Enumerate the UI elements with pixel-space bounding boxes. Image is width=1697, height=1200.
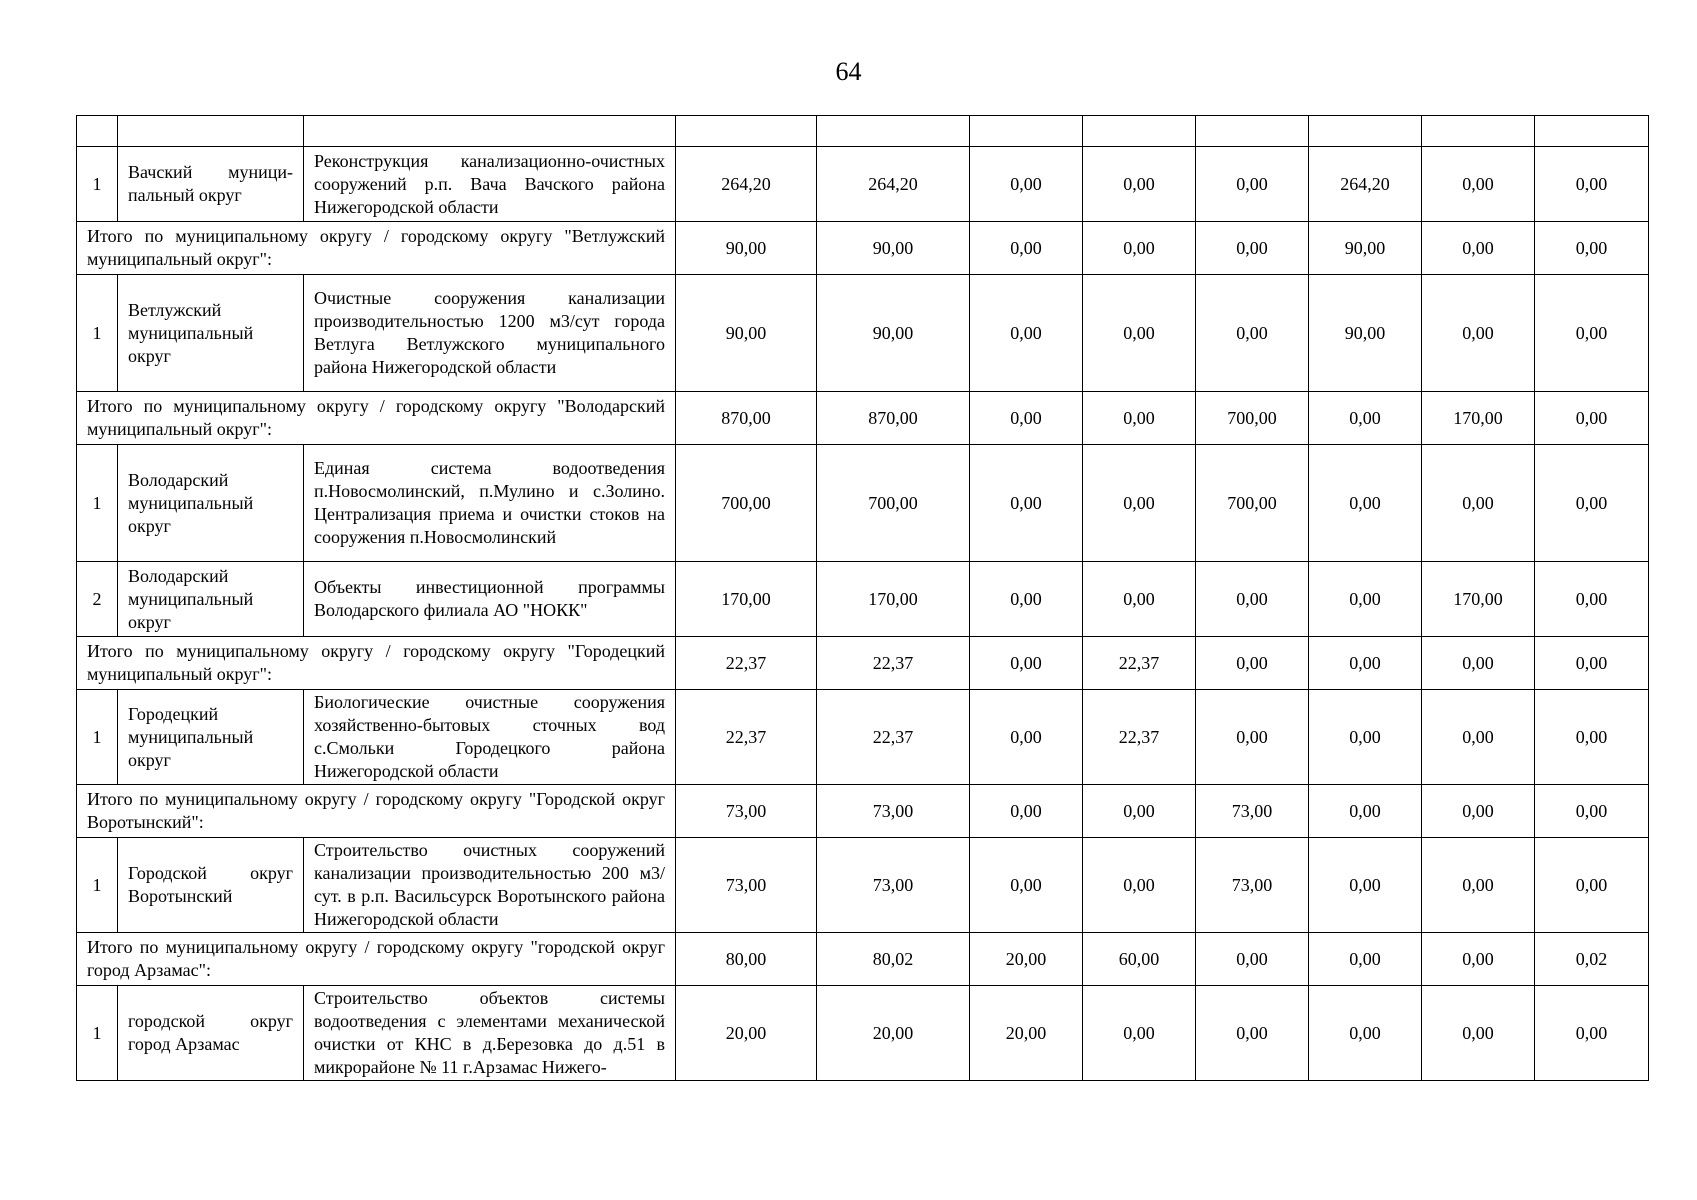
value-cell: 0,00 xyxy=(1309,785,1422,838)
value-cell: 0,00 xyxy=(1422,637,1535,690)
header-cell xyxy=(817,116,970,147)
value-cell: 20,00 xyxy=(817,986,970,1081)
value-cell: 0,00 xyxy=(1422,690,1535,785)
value-cell: 0,00 xyxy=(970,562,1083,637)
value-cell: 170,00 xyxy=(817,562,970,637)
district-cell: Володарский муниципальный округ xyxy=(118,562,304,637)
value-cell: 0,00 xyxy=(970,275,1083,392)
value-cell: 0,00 xyxy=(1083,275,1196,392)
value-cell: 0,00 xyxy=(1535,147,1649,222)
value-cell: 870,00 xyxy=(676,392,817,445)
value-cell: 0,00 xyxy=(1083,147,1196,222)
row-number: 1 xyxy=(77,275,118,392)
value-cell: 0,00 xyxy=(1196,147,1309,222)
value-cell: 0,00 xyxy=(1196,275,1309,392)
object-cell: Единая система водоотведения п.Новосмолинский, п.Мулино и с.Золино. Централизация приема и очистки стоков на сооружения п.Новосмолинский xyxy=(304,445,676,562)
value-cell: 0,00 xyxy=(1083,562,1196,637)
value-cell: 0,00 xyxy=(1422,986,1535,1081)
value-cell: 0,00 xyxy=(970,637,1083,690)
value-cell: 170,00 xyxy=(1422,562,1535,637)
table-row-item xyxy=(77,275,1649,392)
value-cell: 0,00 xyxy=(970,838,1083,933)
value-cell: 0,00 xyxy=(1535,785,1649,838)
value-cell: 0,00 xyxy=(1535,838,1649,933)
table-header-row xyxy=(77,116,1649,147)
value-cell: 0,00 xyxy=(1535,222,1649,275)
value-cell: 73,00 xyxy=(676,785,817,838)
object-cell: Строительство очистных сооружений канализации производительностью 200 м3/сут. в р.п. Васильсурск Воротынского района Нижегородской области xyxy=(304,838,676,933)
header-cell xyxy=(304,116,676,147)
object-cell: Объекты инвестиционной программы Володарского филиала АО "НОКК" xyxy=(304,562,676,637)
total-label-cell: Итого по муниципальному округу / городскому округу "городской округ город Арзамас": xyxy=(77,933,676,986)
value-cell: 0,00 xyxy=(1083,445,1196,562)
total-label-cell: Итого по муниципальному округу / городскому округу "Городской округ Воротынский": xyxy=(77,785,676,838)
total-label-cell: Итого по муниципальному округу / городскому округу "Городецкий муниципальный округ": xyxy=(77,637,676,690)
value-cell: 90,00 xyxy=(1309,222,1422,275)
table-row-item xyxy=(77,690,1649,785)
value-cell: 90,00 xyxy=(817,275,970,392)
table-row-item xyxy=(77,562,1649,637)
value-cell: 0,00 xyxy=(1083,785,1196,838)
value-cell: 0,00 xyxy=(1196,637,1309,690)
value-cell: 22,37 xyxy=(1083,690,1196,785)
header-cell xyxy=(1083,116,1196,147)
district-cell: Вачский муници-пальный округ xyxy=(118,147,304,222)
value-cell: 0,00 xyxy=(1422,147,1535,222)
table-row-item xyxy=(77,986,1649,1081)
value-cell: 90,00 xyxy=(676,275,817,392)
value-cell: 73,00 xyxy=(1196,785,1309,838)
header-cell xyxy=(676,116,817,147)
value-cell: 870,00 xyxy=(817,392,970,445)
object-cell: Строительство объектов системы водоотведения с элементами механической очистки от КНС в д.Березовка до д.51 в микрорайоне № 11 г.Арзамас Нижего- xyxy=(304,986,676,1081)
value-cell: 0,00 xyxy=(1083,222,1196,275)
header-cell xyxy=(118,116,304,147)
value-cell: 20,00 xyxy=(676,986,817,1081)
value-cell: 0,00 xyxy=(1309,838,1422,933)
header-cell xyxy=(1309,116,1422,147)
row-number: 1 xyxy=(77,986,118,1081)
value-cell: 0,00 xyxy=(1422,445,1535,562)
value-cell: 0,00 xyxy=(970,785,1083,838)
row-number: 1 xyxy=(77,147,118,222)
header-cell xyxy=(77,116,118,147)
value-cell: 80,02 xyxy=(817,933,970,986)
value-cell: 22,37 xyxy=(676,637,817,690)
table-row-total xyxy=(77,222,1649,275)
object-cell: Реконструкция канализационно-очистных сооружений р.п. Вача Вачского района Нижегородской области xyxy=(304,147,676,222)
value-cell: 0,00 xyxy=(1196,986,1309,1081)
value-cell: 0,00 xyxy=(970,222,1083,275)
value-cell: 90,00 xyxy=(817,222,970,275)
value-cell: 0,00 xyxy=(1196,222,1309,275)
value-cell: 80,00 xyxy=(676,933,817,986)
table-row-total xyxy=(77,933,1649,986)
row-number: 2 xyxy=(77,562,118,637)
value-cell: 0,00 xyxy=(1535,392,1649,445)
value-cell: 90,00 xyxy=(1309,275,1422,392)
header-cell xyxy=(1422,116,1535,147)
header-cell xyxy=(1196,116,1309,147)
table-row-total xyxy=(77,637,1649,690)
value-cell: 0,00 xyxy=(1422,838,1535,933)
value-cell: 0,00 xyxy=(1422,933,1535,986)
row-number: 1 xyxy=(77,690,118,785)
value-cell: 170,00 xyxy=(1422,392,1535,445)
table-row-total xyxy=(77,785,1649,838)
value-cell: 0,00 xyxy=(1309,562,1422,637)
value-cell: 0,02 xyxy=(1535,933,1649,986)
object-cell: Биологические очистные сооружения хозяйственно-бытовых сточных вод с.Смольки Городецкого района Нижегородской области xyxy=(304,690,676,785)
funding-table xyxy=(76,115,1649,1081)
value-cell: 700,00 xyxy=(817,445,970,562)
district-cell: Володарский муниципальный округ xyxy=(118,445,304,562)
header-cell xyxy=(970,116,1083,147)
page-number: 64 xyxy=(835,57,862,86)
table-row-item xyxy=(77,838,1649,933)
table-row-item xyxy=(77,147,1649,222)
table-row-item xyxy=(77,445,1649,562)
row-number: 1 xyxy=(77,838,118,933)
value-cell: 73,00 xyxy=(817,785,970,838)
value-cell: 0,00 xyxy=(1535,275,1649,392)
value-cell: 0,00 xyxy=(1535,562,1649,637)
value-cell: 700,00 xyxy=(1196,392,1309,445)
value-cell: 0,00 xyxy=(1535,637,1649,690)
district-cell: Ветлужский муниципальный округ xyxy=(118,275,304,392)
row-number: 1 xyxy=(77,445,118,562)
value-cell: 20,00 xyxy=(970,986,1083,1081)
value-cell: 0,00 xyxy=(1535,445,1649,562)
value-cell: 264,20 xyxy=(1309,147,1422,222)
value-cell: 0,00 xyxy=(970,392,1083,445)
value-cell: 0,00 xyxy=(1309,986,1422,1081)
value-cell: 0,00 xyxy=(1422,275,1535,392)
total-label-cell: Итого по муниципальному округу / городскому округу "Володарский муниципальный округ": xyxy=(77,392,676,445)
value-cell: 0,00 xyxy=(1083,838,1196,933)
value-cell: 0,00 xyxy=(1196,933,1309,986)
value-cell: 22,37 xyxy=(1083,637,1196,690)
value-cell: 73,00 xyxy=(1196,838,1309,933)
district-cell: Городской округ Воротынский xyxy=(118,838,304,933)
district-cell: Городецкий муниципальный округ xyxy=(118,690,304,785)
value-cell: 0,00 xyxy=(1196,690,1309,785)
value-cell: 0,00 xyxy=(970,445,1083,562)
value-cell: 0,00 xyxy=(970,147,1083,222)
value-cell: 0,00 xyxy=(1422,785,1535,838)
district-cell: городской округ город Арзамас xyxy=(118,986,304,1081)
total-label-cell: Итого по муниципальному округу / городскому округу "Ветлужский муниципальный округ": xyxy=(77,222,676,275)
value-cell: 73,00 xyxy=(676,838,817,933)
value-cell: 264,20 xyxy=(817,147,970,222)
table-row-total xyxy=(77,392,1649,445)
value-cell: 0,00 xyxy=(1309,392,1422,445)
value-cell: 0,00 xyxy=(1535,986,1649,1081)
value-cell: 0,00 xyxy=(1083,986,1196,1081)
header-cell xyxy=(1535,116,1649,147)
value-cell: 22,37 xyxy=(817,690,970,785)
value-cell: 0,00 xyxy=(970,690,1083,785)
object-cell: Очистные сооружения канализации производительностью 1200 м3/сут города Ветлуга Ветлужского муниципального района Нижегородской области xyxy=(304,275,676,392)
value-cell: 264,20 xyxy=(676,147,817,222)
value-cell: 0,00 xyxy=(1083,392,1196,445)
value-cell: 22,37 xyxy=(676,690,817,785)
value-cell: 73,00 xyxy=(817,838,970,933)
value-cell: 700,00 xyxy=(1196,445,1309,562)
value-cell: 170,00 xyxy=(676,562,817,637)
value-cell: 60,00 xyxy=(1083,933,1196,986)
value-cell: 700,00 xyxy=(676,445,817,562)
value-cell: 0,00 xyxy=(1196,562,1309,637)
value-cell: 0,00 xyxy=(1422,222,1535,275)
value-cell: 0,00 xyxy=(1535,690,1649,785)
value-cell: 20,00 xyxy=(970,933,1083,986)
value-cell: 90,00 xyxy=(676,222,817,275)
value-cell: 0,00 xyxy=(1309,690,1422,785)
value-cell: 0,00 xyxy=(1309,637,1422,690)
value-cell: 22,37 xyxy=(817,637,970,690)
value-cell: 0,00 xyxy=(1309,445,1422,562)
value-cell: 0,00 xyxy=(1309,933,1422,986)
